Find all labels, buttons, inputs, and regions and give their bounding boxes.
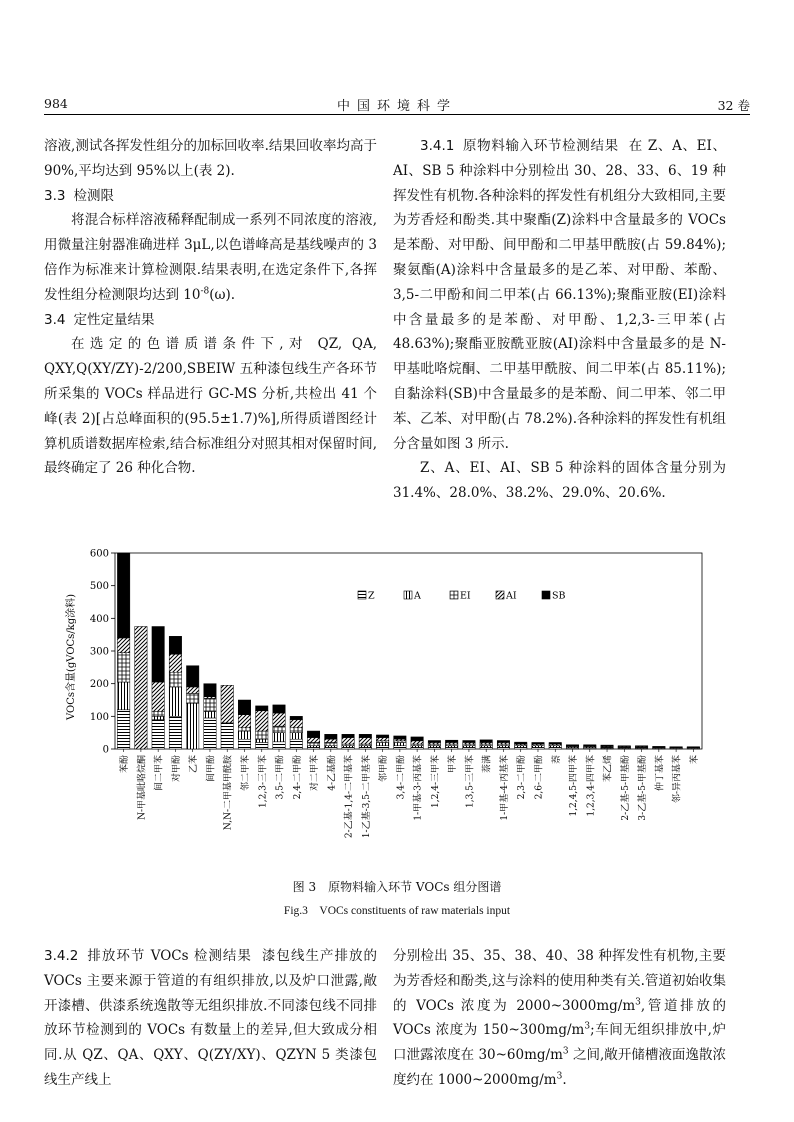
- bar-segment-SB: [376, 735, 388, 738]
- bar-segment-Z: [376, 746, 388, 749]
- chart-x-labels: [118, 749, 700, 838]
- x-tick-label: 对二甲苯: [310, 755, 321, 792]
- legend-swatch-SB: [542, 591, 550, 599]
- bar-segment-SB: [359, 734, 371, 737]
- section-title: 排放环节 VOCs 检测结果: [86, 948, 252, 964]
- bar-segment-AI: [256, 711, 268, 731]
- x-tick-label: 2,3-二甲酚: [517, 755, 528, 800]
- x-tick-label: 2-乙基-5-甲基酚: [620, 755, 631, 821]
- section-number: 3.3: [44, 187, 66, 204]
- concentration-text-2: ,管道排放的 VOCs 浓度为 150~300mg/m: [393, 997, 727, 1039]
- bar-segment-SB: [463, 741, 475, 743]
- bar-segment-SB: [601, 745, 613, 746]
- x-tick-label: 2-乙基-1,4-二甲基苯: [344, 755, 355, 839]
- bar-segment-AI: [325, 739, 337, 742]
- bar-segment-SB: [618, 746, 630, 747]
- bar-segment-AI: [169, 654, 181, 672]
- bar-segment-SB: [186, 666, 198, 687]
- legend-label-EI: EI: [460, 590, 471, 602]
- y-tick-label: 300: [89, 646, 109, 658]
- legend-swatch-AI: [496, 591, 504, 599]
- figure-caption-en: Fig.3 VOCs constituents of raw materials input: [283, 905, 511, 917]
- bar-segment-SB: [670, 747, 682, 748]
- x-tick-label: 3-乙基-5-甲基酚: [638, 755, 649, 821]
- bar-segment-SB: [325, 734, 337, 739]
- bar-segment-SB: [635, 746, 647, 747]
- bar-segment-EI: [325, 742, 337, 745]
- bar-segment-SB: [169, 636, 181, 654]
- page-number: 984: [44, 96, 68, 111]
- legend-label-Z: Z: [368, 590, 375, 602]
- x-tick-label: 2,6-二甲酚: [534, 755, 545, 800]
- x-tick-label: 1,2,4-三甲苯: [430, 755, 441, 808]
- bar-segment-A: [117, 682, 129, 710]
- x-tick-label: N-甲基吡咯烷酮: [137, 755, 148, 820]
- bar-segment-A: [152, 716, 164, 719]
- x-tick-label: 1-乙基-3,5-二甲基苯: [361, 755, 372, 839]
- x-tick-label: 邻-异丙基苯: [672, 755, 683, 804]
- bar-segment-Z: [221, 723, 233, 749]
- detection-limit-unit: (ω).: [209, 286, 236, 303]
- unit-exponent: 3: [562, 1046, 569, 1057]
- bar-segment-SB: [515, 742, 527, 744]
- voc-stacked-bar-chart: [60, 545, 740, 870]
- bar-segment-AI: [290, 720, 302, 728]
- x-tick-label: 1-甲基-3-丙基苯: [413, 755, 424, 821]
- bar-segment-SB: [238, 700, 250, 715]
- bar-segment-SB: [584, 745, 596, 746]
- bar-segment-SB: [566, 745, 578, 746]
- bar-segment-SB: [117, 553, 129, 638]
- bar-segment-A: [256, 739, 268, 742]
- concentration-text-5: .: [562, 1071, 567, 1088]
- y-axis-label: VOCs含量(gVOCs/kg涂料): [66, 593, 77, 721]
- x-tick-label: 3,5-二甲酚: [275, 755, 286, 800]
- left-column-bottom: [44, 944, 377, 1093]
- x-tick-label: 1,2,3-三甲苯: [258, 755, 269, 808]
- section-number: 3.4.2: [44, 948, 79, 964]
- x-tick-label: 2,4-二甲酚: [292, 755, 303, 800]
- bar-segment-SB: [394, 736, 406, 739]
- x-tick-label: 乙苯: [189, 755, 200, 774]
- x-tick-label: 萘: [551, 755, 562, 765]
- bar-segment-AI: [152, 682, 164, 711]
- paragraph-qualitative-results: 在选定的色谱质谱条件下,对 QZ, QA, QXY,Q(XY/ZY)-2/200,SBEIW 五种漆包线生产各环节所采集的 VOCs 样品进行 GC-MS 分析,共检出 41 个峰(表 2)[占总峰面积的(95.5±1.7)%],所得质谱图经计算机质谱数据库检索,结合标准组分对照其相对保留时间,最终确定了 26 种化合物.: [44, 336, 377, 477]
- bar-segment-SB: [290, 716, 302, 719]
- legend-label-A: A: [414, 590, 421, 602]
- bar-segment-SB: [653, 746, 665, 747]
- volume-number: 32 卷: [717, 98, 750, 113]
- right-column-bottom: [393, 944, 726, 1093]
- bar-segment-A: [186, 703, 198, 749]
- unit-exponent: 3: [584, 1021, 591, 1032]
- bar-segment-A: [376, 742, 388, 745]
- bar-segment-SB: [411, 737, 423, 741]
- bar-segment-SB: [152, 627, 164, 683]
- bar-segment-SB: [342, 734, 354, 737]
- legend-swatch-Z: [358, 591, 366, 599]
- x-tick-label: 苯酚: [120, 755, 131, 774]
- figure-caption-cn: 图 3 原物料输入环节 VOCs 组分图谱: [292, 880, 502, 894]
- paragraph-detection-limit: [44, 208, 377, 307]
- bar-segment-SB: [428, 741, 440, 743]
- bar-segment-EI: [186, 693, 198, 703]
- section-title: 检测限: [73, 187, 114, 204]
- bar-segment-SB: [256, 706, 268, 711]
- y-tick-label: 200: [89, 679, 109, 691]
- x-tick-label: 1,2,4,5-四甲苯: [569, 755, 580, 817]
- section-heading-3-3: [44, 184, 377, 209]
- bar-segment-AI: [376, 738, 388, 741]
- x-tick-label: 1,3,5-三甲苯: [465, 755, 476, 808]
- legend-label-SB: SB: [552, 590, 566, 602]
- y-tick-label: 400: [89, 613, 109, 625]
- chart-legend: [358, 591, 566, 602]
- x-tick-label: 邻二甲苯: [240, 755, 251, 792]
- bar-segment-SB: [204, 684, 216, 697]
- x-tick-label: 萘满: [482, 755, 493, 774]
- bar-segment-SB: [549, 742, 561, 743]
- bar-segment-A: [169, 687, 181, 716]
- x-tick-label: 1-甲基-4-丙基苯: [499, 755, 510, 821]
- concentration-text-3: ;车间无组织排放中,炉口泄露浓度在 30~60mg/m: [393, 1022, 727, 1064]
- detection-limit-text: 将混合标样溶液稀释配制成一系列不同浓度的溶液,用微量注射器准确进样 3μL,以色谱峰高是基线噪声的 3 倍作为标准来计算检测限.结果表明,在选定条件下,各挥发性组分检测限均达到 10: [44, 212, 377, 303]
- bar-segment-EI: [307, 742, 319, 745]
- bar-segment-Z: [204, 718, 216, 749]
- running-header: [44, 94, 750, 115]
- x-tick-label: N,N-二甲基甲酰胺: [223, 755, 234, 831]
- bar-segment-A: [290, 733, 302, 740]
- unit-exponent: 3: [556, 1071, 563, 1082]
- bar-segment-AI: [411, 741, 423, 744]
- bar-segment-AI: [117, 638, 129, 653]
- raw-materials-text: 在 Z、A、EI、AI、SB 5 种涂料中分别检出 30、28、33、6、19 种挥发性有机物.各种涂料的挥发性有机组分大致相同,主要为芳香烃和酚类.其中聚酯(Z)涂料中含量最多的 VOCs 是苯酚、对甲酚、间甲酚和二甲基甲酰胺(占 59.84%);聚氨酯(A)涂料中含量最多的是乙苯、对甲酚、苯酚、3,5-二甲酚和间二甲苯(占 66.13%);聚酯亚胺(EI)涂料中含量最多的是苯酚、对甲酚、1,2,3-三甲苯(占 48.63%);聚酯亚胺酰亚胺(AI)涂料中含量最多的是 N-甲基吡咯烷酮、二甲基甲酰胺、间二甲苯(占 85.11%);自黏涂料(SB)中含量最多的是苯酚、间二甲苯、邻二甲苯、乙苯、对甲酚(占 78.2%).各种涂料的挥发性有机组分含量如图 3 所示.: [393, 138, 727, 452]
- bar-segment-EI: [290, 728, 302, 733]
- y-tick-label: 0: [102, 744, 109, 756]
- bar-segment-EI: [256, 731, 268, 739]
- bar-segment-AI: [273, 713, 285, 726]
- x-tick-label: 3,4-二甲酚: [396, 755, 407, 800]
- bar-segment-SB: [480, 740, 492, 743]
- bar-segment-SB: [307, 731, 319, 738]
- unit-exponent: 3: [635, 997, 641, 1008]
- bar-segment-SB: [687, 747, 699, 748]
- x-tick-label: 对甲酚: [171, 755, 182, 783]
- plot-frame: [115, 553, 702, 749]
- paragraph-recovery: 溶液,测试各挥发性组分的加标回收率.结果回收率均高于 90%,平均达到 95%以上(表 2).: [44, 138, 377, 179]
- x-tick-label: 苯乙烯: [603, 755, 614, 783]
- bar-segment-EI: [238, 728, 250, 731]
- bar-segment-Z: [238, 739, 250, 749]
- bar-segment-Z: [256, 742, 268, 749]
- section-number: 3.4: [44, 311, 66, 328]
- section-number: 3.4.1: [420, 138, 455, 154]
- bar-segment-AI: [342, 738, 354, 745]
- paragraph-emission: [44, 944, 377, 1093]
- section-heading-3-4: [44, 308, 377, 333]
- x-tick-label: 苯: [689, 755, 700, 765]
- emission-text: 漆包线生产排放的 VOCs 主要来源于管道的有组织排放,以及炉口泄露,敞开漆槽、供漆系统逸散等无组织排放.不同漆包线不同排放环节检测到的 VOCs 有数量上的差异,但大致成分相同.从 QZ、QA、QXY、Q(ZY/XY)、QZYN 5 类漆包线生产线上: [44, 948, 378, 1088]
- bar-segment-Z: [169, 716, 181, 749]
- y-tick-label: 100: [89, 711, 109, 723]
- journal-title: 中国环境科学: [336, 99, 457, 114]
- bar-segment-A: [273, 733, 285, 742]
- bar-segment-EI: [117, 653, 129, 682]
- bar-segment-EI: [204, 698, 216, 711]
- right-column-top: [393, 134, 726, 506]
- bar-segment-A: [204, 711, 216, 718]
- x-tick-label: 1,2,3,4-四甲苯: [586, 755, 597, 817]
- bar-segment-AI: [359, 738, 371, 745]
- x-tick-label: 甲苯: [448, 755, 459, 774]
- bar-segment-AI: [238, 715, 250, 728]
- x-tick-label: 仲丁基苯: [655, 755, 666, 792]
- concentration-text-4: 之间,敞开储槽液面逸散浓度约在 1000~2000mg/m: [393, 1047, 726, 1088]
- bar-segment-EI: [273, 726, 285, 733]
- chart-bars: [117, 553, 699, 749]
- bar-segment-AI: [135, 627, 147, 750]
- legend-swatch-EI: [450, 591, 458, 599]
- bar-segment-Z: [290, 739, 302, 749]
- bar-segment-A: [238, 731, 250, 739]
- bar-segment-Z: [394, 746, 406, 749]
- section-title: 定性定量结果: [73, 311, 155, 328]
- paragraph-raw-materials: [393, 134, 726, 456]
- bar-segment-AI: [307, 738, 319, 743]
- bar-segment-AI: [221, 685, 233, 723]
- paragraph-concentrations: [393, 944, 726, 1093]
- left-column-top: [44, 134, 377, 481]
- paragraph-solid-content: Z、A、EI、AI、SB 5 种涂料的固体含量分别为 31.4%、28.0%、38.2%、29.0%、20.6%.: [393, 460, 726, 502]
- bar-segment-SB: [497, 741, 509, 743]
- bar-segment-EI: [169, 672, 181, 687]
- legend-swatch-A: [404, 591, 412, 599]
- bar-segment-A: [394, 742, 406, 745]
- exponent: -8: [200, 286, 210, 297]
- x-tick-label: 间甲酚: [206, 755, 217, 783]
- bar-segment-EI: [152, 711, 164, 716]
- bar-segment-SB: [273, 705, 285, 713]
- y-tick-label: 500: [89, 581, 109, 593]
- x-tick-label: 间二甲苯: [154, 755, 165, 792]
- bar-segment-SB: [532, 742, 544, 743]
- bar-segment-SB: [445, 740, 457, 742]
- legend-label-AI: AI: [506, 590, 517, 602]
- bar-segment-Z: [152, 720, 164, 749]
- x-tick-label: 4-乙基酚: [327, 755, 338, 791]
- bar-segment-AI: [186, 687, 198, 694]
- y-tick-label: 600: [89, 548, 109, 560]
- bar-segment-Z: [273, 742, 285, 749]
- section-title: 原物料输入环节检测结果: [462, 138, 619, 154]
- concentration-text-1: 分别检出 35、35、38、40、38 种挥发性有机物,主要为芳香烃和酚类,这与涂料的使用种类有关.管道初始收集的 VOCs 浓度为 2000~3000mg/m: [393, 948, 726, 1014]
- bar-segment-Z: [117, 710, 129, 749]
- x-tick-label: 邻甲酚: [379, 755, 390, 783]
